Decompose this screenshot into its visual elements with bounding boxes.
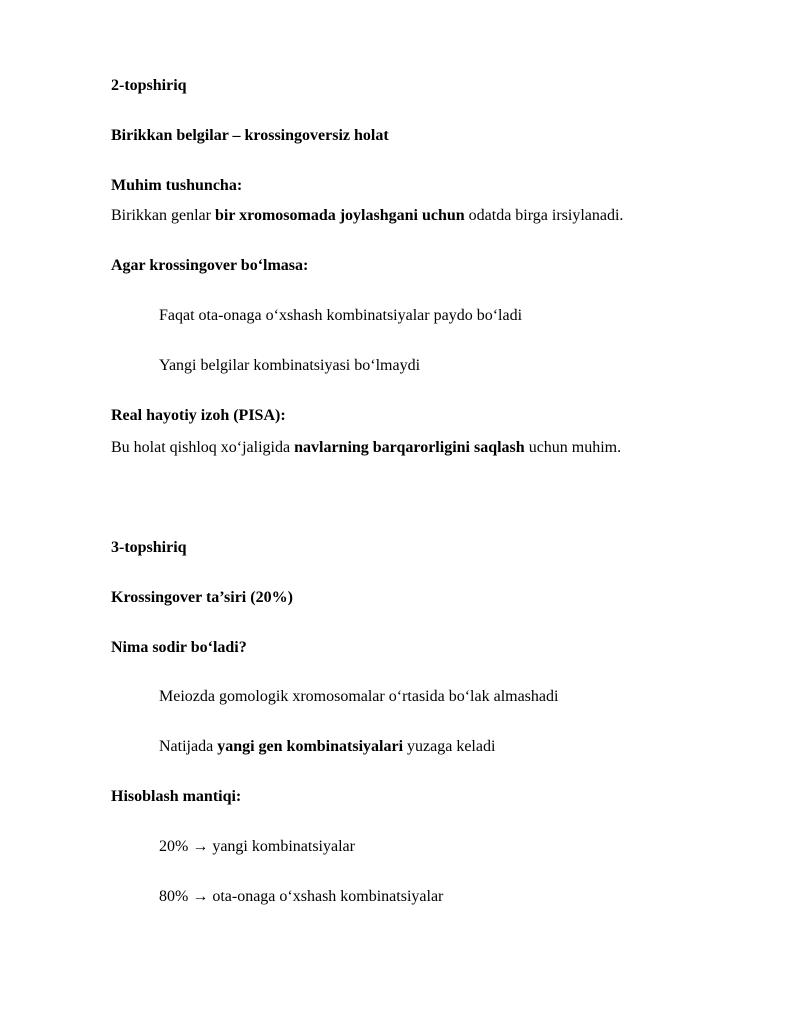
- task2-condition-label: Agar krossingover bo‘lmasa:: [111, 257, 309, 274]
- real-text-part2: uchun muhim.: [524, 439, 622, 456]
- task3-title: Krossingover ta’siri (20%): [111, 589, 293, 606]
- task3-question-label: Nima sodir bo‘ladi?: [111, 639, 247, 656]
- task3-item: Meiozda gomologik xromosomalar o‘rtasida bo‘lak almashadi: [159, 688, 559, 705]
- task3-heading: 3-topshiriq: [111, 539, 187, 556]
- real-text-bold: navlarning barqarorligini saqlash: [294, 439, 525, 456]
- task2-real-label: Real hayotiy izoh (PISA):: [111, 407, 286, 424]
- task2-concept-text: [111, 206, 623, 226]
- real-text-part1: Bu holat qishloq xo‘jaligida: [111, 439, 295, 456]
- task3-calc-item: 20% → yangi kombinatsiyalar: [159, 838, 355, 855]
- task3-item: [159, 737, 495, 757]
- item2-part2: yuzaga keladi: [403, 738, 496, 755]
- item2-bold: yangi gen kombinatsiyalari: [217, 738, 404, 755]
- task3-calc-item: 80% → ota-onaga o‘xshash kombinatsiyalar: [159, 888, 444, 905]
- task2-real-text: [111, 438, 621, 458]
- concept-text-part1: Birikkan genlar: [111, 207, 215, 224]
- task3-calc-label: Hisoblash mantiqi:: [111, 788, 242, 805]
- task2-concept-label: Muhim tushuncha:: [111, 177, 243, 194]
- concept-text-bold: bir xromosomada joylashgani uchun: [214, 207, 465, 224]
- concept-text-part2: odatda birga irsiylanadi.: [464, 207, 624, 224]
- task2-title: Birikkan belgilar – krossingoversiz holat: [111, 127, 389, 144]
- task2-heading: 2-topshiriq: [111, 77, 187, 94]
- item2-part1: Natijada: [159, 738, 218, 755]
- task2-condition-item: Faqat ota-onaga o‘xshash kombinatsiyalar paydo bo‘ladi: [159, 307, 523, 324]
- task2-condition-item: Yangi belgilar kombinatsiyasi bo‘lmaydi: [159, 357, 421, 374]
